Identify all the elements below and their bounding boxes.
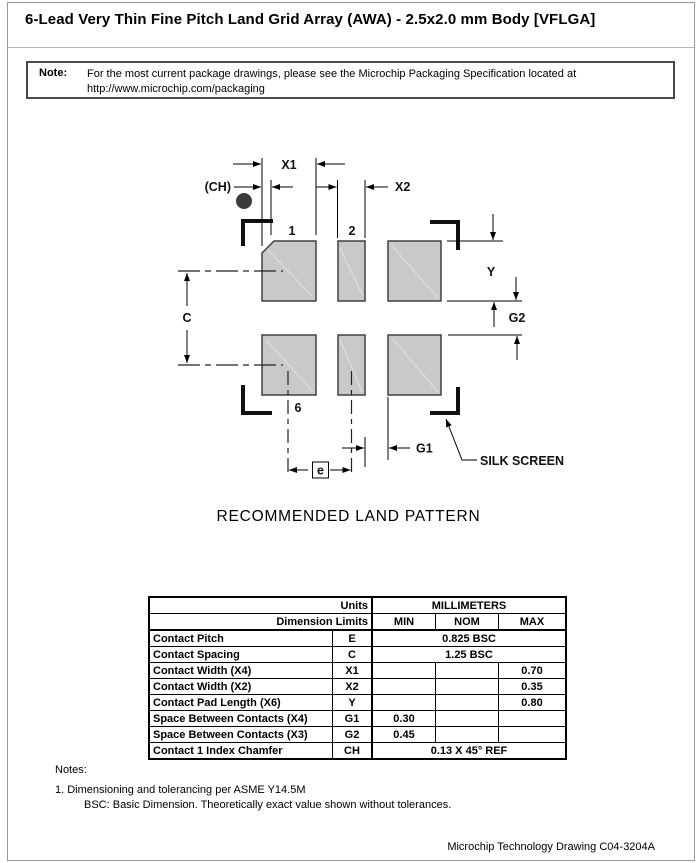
- dim-label-x2: X2: [395, 180, 411, 194]
- page-title: 6-Lead Very Thin Fine Pitch Land Grid Array (AWA) - 2.5x2.0 mm Body [VFLGA]: [25, 11, 596, 28]
- table-row: [149, 647, 566, 663]
- millimeters-header-cell: MILLIMETERS: [372, 597, 566, 614]
- drawing-number-footer: Microchip Technology Drawing C04-3204A: [447, 841, 655, 853]
- row-symbol-cell: G1: [333, 711, 373, 727]
- dim-label-g2: G2: [508, 311, 526, 325]
- drawing-caption: RECOMMENDED LAND PATTERN: [216, 508, 481, 525]
- note-text: [87, 67, 576, 97]
- notes-item-1: 1. Dimensioning and tolerancing per ASME Y14.5M: [55, 784, 306, 796]
- row-max-cell: [499, 727, 567, 743]
- row-min-cell: [372, 663, 436, 679]
- notes-heading: Notes:: [55, 764, 87, 776]
- row-name-cell: Space Between Contacts (X4): [149, 711, 333, 727]
- row-symbol-cell: X2: [333, 679, 373, 695]
- units-header-cell: Units: [149, 597, 372, 614]
- pin1-indicator-dot: [236, 193, 252, 209]
- table-row: [149, 743, 566, 760]
- table-row-units: [149, 597, 566, 614]
- row-symbol-cell: Y: [333, 695, 373, 711]
- row-max-cell: 0.80: [499, 695, 567, 711]
- row-symbol-cell: CH: [333, 743, 373, 760]
- table-row-dimension-limits: [149, 614, 566, 631]
- max-header-cell: MAX: [499, 614, 567, 631]
- note-line-2: http://www.microchip.com/packaging: [87, 83, 265, 95]
- note-label: Note:: [39, 67, 68, 79]
- row-nom-cell: [436, 679, 499, 695]
- row-min-cell: 0.30: [372, 711, 436, 727]
- row-nom-cell: [436, 663, 499, 679]
- table-row: [149, 711, 566, 727]
- row-max-cell: [499, 711, 567, 727]
- row-name-cell: Contact Pad Length (X6): [149, 695, 333, 711]
- row-name-cell: Contact Pitch: [149, 630, 333, 647]
- row-name-cell: Space Between Contacts (X3): [149, 727, 333, 743]
- dim-label-g1: G1: [416, 441, 433, 456]
- row-min-cell: 0.45: [372, 727, 436, 743]
- nom-header-cell: NOM: [436, 614, 499, 631]
- row-nom-cell: [436, 711, 499, 727]
- land-pattern-drawing: [0, 130, 697, 490]
- pad-number-2: 2: [348, 224, 356, 238]
- row-symbol-cell: X1: [333, 663, 373, 679]
- pad-number-1: 1: [288, 224, 296, 238]
- row-symbol-cell: C: [333, 647, 373, 663]
- note-line-1: For the most current package drawings, please see the Microchip Packaging Specification located at: [87, 68, 577, 80]
- row-name-cell: Contact 1 Index Chamfer: [149, 743, 333, 760]
- extension-lines: [262, 158, 522, 467]
- row-max-cell: 0.70: [499, 663, 567, 679]
- row-name-cell: Contact Width (X2): [149, 679, 333, 695]
- table-row: [149, 695, 566, 711]
- dim-label-e: e: [317, 463, 324, 478]
- silkscreen-leader-line: [446, 419, 477, 460]
- row-name-cell: Contact Spacing: [149, 647, 333, 663]
- dim-label-c: C: [182, 311, 192, 325]
- min-header-cell: MIN: [372, 614, 436, 631]
- row-name-cell: Contact Width (X4): [149, 663, 333, 679]
- silkscreen-label: SILK SCREEN: [480, 454, 565, 468]
- dim-label-x1: X1: [281, 158, 297, 172]
- dim-label-ch: (CH): [204, 180, 231, 194]
- row-nom-cell: [436, 727, 499, 743]
- silk-corner-top-left: [243, 221, 273, 246]
- dimension-arrows: [187, 164, 517, 470]
- table-row: [149, 630, 566, 647]
- notes-item-2: BSC: Basic Dimension. Theoretically exact value shown without tolerances.: [84, 799, 452, 811]
- row-value-cell: 0.825 BSC: [372, 630, 566, 647]
- dimension-limits-header-cell: Dimension Limits: [149, 614, 372, 631]
- row-value-cell: 0.13 X 45° REF: [372, 743, 566, 760]
- title-divider: [8, 47, 694, 48]
- dimensions-table: [148, 596, 567, 760]
- pad-number-6: 6: [294, 401, 302, 415]
- row-min-cell: [372, 695, 436, 711]
- row-symbol-cell: E: [333, 630, 373, 647]
- row-nom-cell: [436, 695, 499, 711]
- dim-label-y: Y: [486, 265, 496, 279]
- row-max-cell: 0.35: [499, 679, 567, 695]
- row-min-cell: [372, 679, 436, 695]
- table-row: [149, 663, 566, 679]
- note-box: [26, 61, 675, 99]
- table-row: [149, 727, 566, 743]
- table-row: [149, 679, 566, 695]
- row-symbol-cell: G2: [333, 727, 373, 743]
- row-value-cell: 1.25 BSC: [372, 647, 566, 663]
